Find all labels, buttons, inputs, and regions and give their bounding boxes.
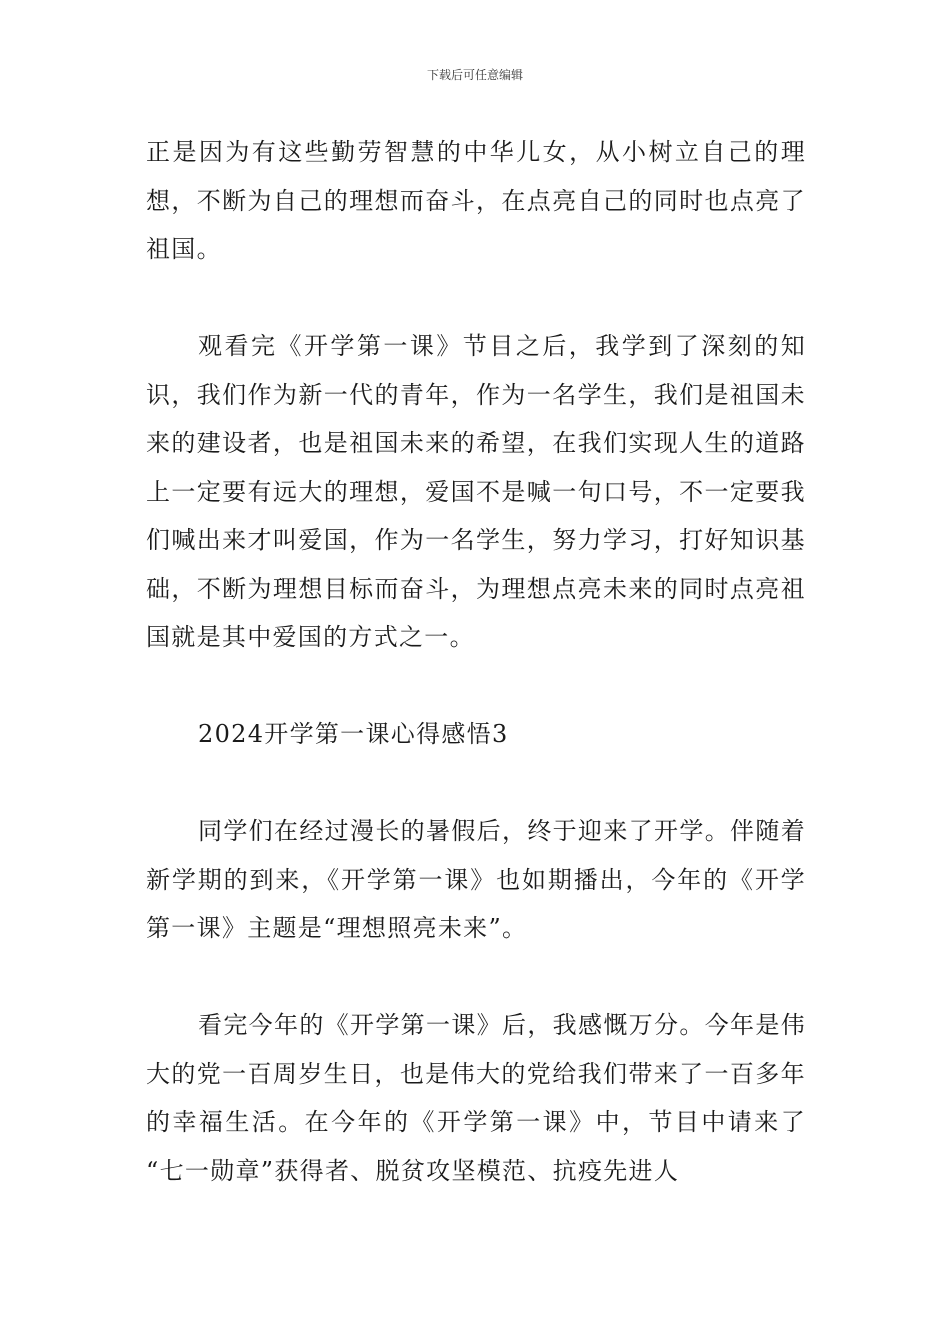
paragraph-reflection: 观看完《开学第一课》节目之后，我学到了深刻的知识，我们作为新一代的青年，作为一名学生，我们是祖国未来的建设者，也是祖国未来的希望，在我们实现人生的道路上一定要有远大的理想，爱国不是喊一句口号，不一定要我们喊出来才叫爱国，作为一名学生，努力学习，打好知识基础，不断为理想目标而奋斗，为理想点亮未来的同时点亮祖国就是其中爱国的方式之一。 <box>146 332 806 651</box>
document-body <box>146 128 806 1195</box>
paragraph-continuation: 正是因为有这些勤劳智慧的中华儿女，从小树立自己的理想，不断为自己的理想而奋斗，在点亮自己的同时也点亮了祖国。 <box>146 138 806 263</box>
paragraph-gap <box>146 662 806 711</box>
paragraph-gap <box>146 274 806 323</box>
page-header-note: 下载后可任意编辑 <box>426 68 523 82</box>
paragraph-gap <box>146 953 806 1002</box>
section-heading: 2024开学第一课心得感悟3 <box>198 720 509 748</box>
paragraph-intro: 同学们在经过漫长的暑假后，终于迎来了开学。伴随着新学期的到来，《开学第一课》也如期播出，今年的《开学第一课》主题是“理想照亮未来”。 <box>146 817 806 942</box>
paragraph-gap <box>146 759 806 808</box>
paragraph-impression: 看完今年的《开学第一课》后，我感慨万分。今年是伟大的党一百周岁生日，也是伟大的党给我们带来了一百多年的幸福生活。在今年的《开学第一课》中，节目中请来了 “七一勋章”获得者、脱贫攻坚模范、抗疫先进人 <box>146 1011 806 1185</box>
